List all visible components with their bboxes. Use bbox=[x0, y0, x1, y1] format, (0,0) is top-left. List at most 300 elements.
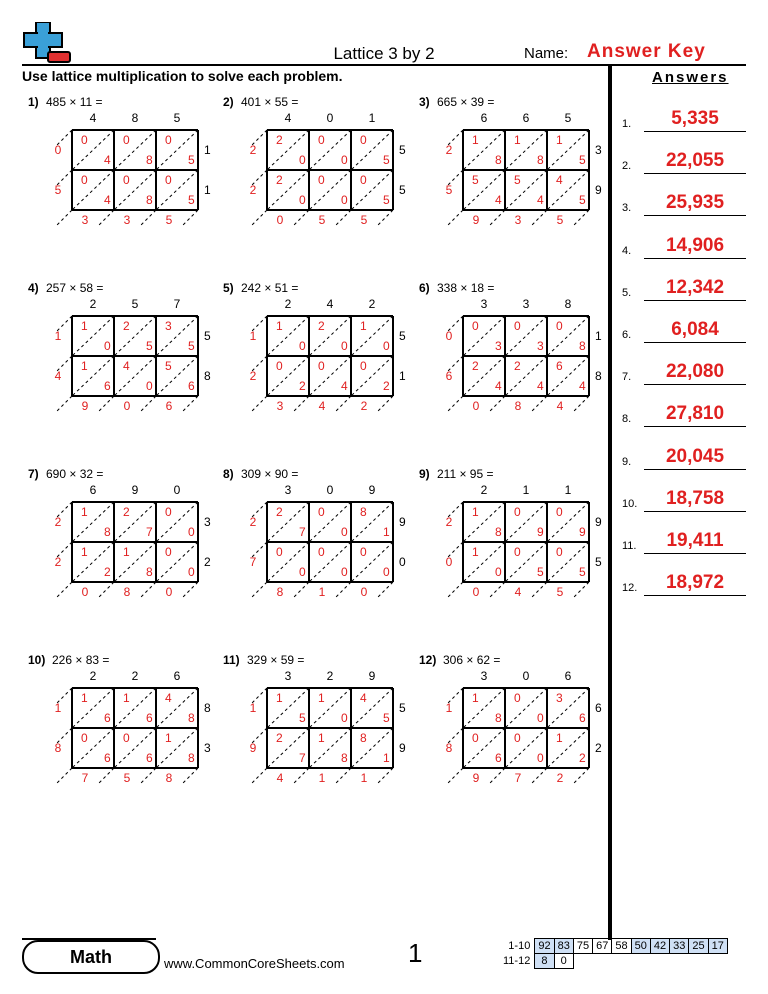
problem-number: 12) bbox=[419, 653, 437, 667]
answer-value: 14,906 bbox=[665, 234, 725, 256]
score-cell: 8 bbox=[535, 954, 554, 969]
ones-digit: 2 bbox=[579, 751, 586, 765]
left-carry-digit: 1 bbox=[54, 701, 62, 715]
tens-digit: 1 bbox=[276, 319, 283, 333]
ones-digit: 5 bbox=[188, 153, 195, 167]
tens-digit: 4 bbox=[165, 691, 172, 705]
answer-value: 22,080 bbox=[665, 361, 725, 383]
bottom-carry-digit: 4 bbox=[556, 399, 564, 413]
ones-digit: 4 bbox=[495, 379, 502, 393]
answer-number: 8. bbox=[622, 413, 632, 426]
extension-diagonal bbox=[335, 582, 351, 598]
tens-digit: 0 bbox=[360, 359, 367, 373]
extension-diagonal bbox=[377, 396, 393, 412]
extension-diagonal bbox=[335, 396, 351, 412]
tens-digit: 2 bbox=[123, 505, 130, 519]
website-link[interactable]: www.CommonCoreSheets.com bbox=[164, 956, 345, 971]
ones-digit: 8 bbox=[146, 153, 153, 167]
answer-line bbox=[644, 342, 746, 343]
right-digit: 5 bbox=[399, 183, 406, 197]
tens-digit: 0 bbox=[165, 545, 172, 559]
answer-value: 5,335 bbox=[671, 108, 719, 129]
ones-digit: 4 bbox=[104, 193, 111, 207]
left-carry-digit: 2 bbox=[445, 143, 453, 157]
answer-number: 11. bbox=[622, 540, 637, 552]
answers-heading: Answers bbox=[652, 69, 729, 86]
score-table bbox=[500, 938, 728, 969]
extension-diagonal bbox=[573, 582, 589, 598]
tens-digit: 0 bbox=[318, 545, 325, 559]
ones-digit: 9 bbox=[579, 525, 586, 539]
tens-digit: 1 bbox=[514, 133, 521, 147]
top-digit: 6 bbox=[89, 483, 97, 497]
answer-row bbox=[622, 102, 746, 132]
ones-digit: 0 bbox=[537, 751, 544, 765]
bottom-carry-digit: 4 bbox=[276, 771, 284, 785]
ones-digit: 4 bbox=[537, 193, 544, 207]
bottom-carry-digit: 3 bbox=[514, 213, 522, 227]
bottom-carry-digit: 1 bbox=[318, 585, 326, 599]
problem-number: 8) bbox=[223, 467, 234, 481]
left-carry-digit: 5 bbox=[445, 183, 453, 197]
top-digit: 6 bbox=[480, 111, 488, 125]
top-digit: 0 bbox=[326, 111, 334, 125]
top-digit: 2 bbox=[326, 669, 334, 683]
tens-digit: 2 bbox=[123, 319, 130, 333]
extension-diagonal bbox=[56, 210, 72, 226]
answer-number: 12. bbox=[622, 582, 638, 595]
bottom-carry-digit: 8 bbox=[276, 585, 284, 599]
top-digit: 1 bbox=[564, 483, 572, 497]
problem-number: 10) bbox=[28, 653, 46, 667]
answer-value: 25,935 bbox=[665, 192, 725, 214]
extension-diagonal bbox=[447, 582, 463, 598]
answer-line bbox=[644, 300, 746, 301]
answer-row bbox=[622, 566, 746, 596]
right-digit: 6 bbox=[595, 701, 602, 715]
top-digit: 2 bbox=[284, 297, 292, 311]
right-digit: 9 bbox=[399, 741, 406, 755]
extension-diagonal bbox=[293, 768, 309, 784]
ones-digit: 3 bbox=[495, 339, 502, 353]
score-empty-cell bbox=[670, 954, 689, 969]
right-digit: 9 bbox=[399, 515, 406, 529]
score-cell: 42 bbox=[650, 939, 669, 954]
top-digit: 4 bbox=[326, 297, 334, 311]
extension-diagonal bbox=[140, 582, 156, 598]
answer-number: 3. bbox=[622, 202, 632, 215]
top-digit: 4 bbox=[89, 111, 97, 125]
extension-diagonal bbox=[489, 582, 505, 598]
answer-row bbox=[622, 229, 746, 259]
score-cell: 50 bbox=[631, 939, 650, 954]
extension-diagonal bbox=[293, 582, 309, 598]
answer-row bbox=[622, 186, 746, 216]
answer-value: 27,810 bbox=[665, 403, 725, 425]
right-digit: 1 bbox=[595, 329, 602, 343]
score-empty-cell bbox=[612, 954, 631, 969]
problem-equation: 690 × 32 = bbox=[46, 467, 104, 481]
page-number: 1 bbox=[408, 938, 423, 968]
tens-digit: 1 bbox=[165, 731, 172, 745]
tens-digit: 0 bbox=[81, 133, 88, 147]
ones-digit: 0 bbox=[188, 565, 195, 579]
problem-number: 4) bbox=[28, 281, 39, 295]
extension-diagonal bbox=[531, 582, 547, 598]
extension-diagonal bbox=[531, 210, 547, 226]
top-digit: 0 bbox=[522, 669, 530, 683]
ones-digit: 5 bbox=[383, 153, 390, 167]
problem-equation: 226 × 83 = bbox=[52, 653, 110, 667]
left-carry-digit: 2 bbox=[249, 515, 257, 529]
ones-digit: 5 bbox=[579, 565, 586, 579]
ones-digit: 3 bbox=[537, 339, 544, 353]
tens-digit: 0 bbox=[318, 505, 325, 519]
tens-digit: 1 bbox=[472, 505, 479, 519]
tens-digit: 1 bbox=[81, 319, 88, 333]
answer-line bbox=[644, 553, 746, 554]
bottom-carry-digit: 3 bbox=[81, 213, 89, 227]
bottom-carry-digit: 8 bbox=[123, 585, 131, 599]
ones-digit: 6 bbox=[188, 379, 195, 393]
bottom-carry-digit: 5 bbox=[556, 585, 564, 599]
score-empty-cell bbox=[593, 954, 612, 969]
tens-digit: 0 bbox=[165, 505, 172, 519]
ones-digit: 2 bbox=[299, 379, 306, 393]
tens-digit: 4 bbox=[123, 359, 130, 373]
ones-digit: 8 bbox=[495, 525, 502, 539]
ones-digit: 5 bbox=[383, 193, 390, 207]
extension-diagonal bbox=[573, 396, 589, 412]
extension-diagonal bbox=[140, 210, 156, 226]
extension-diagonal bbox=[293, 210, 309, 226]
top-digit: 2 bbox=[131, 669, 139, 683]
ones-digit: 8 bbox=[495, 153, 502, 167]
score-empty-cell bbox=[573, 954, 592, 969]
answer-value: 6,084 bbox=[671, 319, 719, 340]
ones-digit: 5 bbox=[188, 193, 195, 207]
score-cell: 83 bbox=[554, 939, 573, 954]
extension-diagonal bbox=[447, 396, 463, 412]
extension-diagonal bbox=[98, 582, 114, 598]
problem-number: 2) bbox=[223, 95, 234, 109]
right-digit: 8 bbox=[204, 701, 211, 715]
left-carry-digit: 6 bbox=[445, 369, 453, 383]
instructions: Use lattice multiplication to solve each problem. bbox=[22, 68, 343, 84]
ones-digit: 0 bbox=[104, 339, 111, 353]
ones-digit: 4 bbox=[341, 379, 348, 393]
tens-digit: 4 bbox=[360, 691, 367, 705]
extension-diagonal bbox=[335, 768, 351, 784]
tens-digit: 0 bbox=[472, 319, 479, 333]
extension-diagonal bbox=[251, 582, 267, 598]
left-carry-digit: 9 bbox=[249, 741, 257, 755]
left-carry-digit: 2 bbox=[249, 143, 257, 157]
tens-digit: 5 bbox=[514, 173, 521, 187]
ones-digit: 0 bbox=[188, 525, 195, 539]
tens-digit: 0 bbox=[165, 173, 172, 187]
right-digit: 8 bbox=[595, 369, 602, 383]
tens-digit: 2 bbox=[276, 133, 283, 147]
extension-diagonal bbox=[251, 396, 267, 412]
top-digit: 5 bbox=[173, 111, 181, 125]
tens-digit: 1 bbox=[360, 319, 367, 333]
answer-row bbox=[622, 524, 746, 554]
answer-number: 9. bbox=[622, 455, 632, 468]
bottom-carry-digit: 3 bbox=[276, 399, 284, 413]
ones-digit: 8 bbox=[341, 751, 348, 765]
extension-diagonal bbox=[489, 396, 505, 412]
tens-digit: 0 bbox=[318, 359, 325, 373]
ones-digit: 6 bbox=[495, 751, 502, 765]
tens-digit: 8 bbox=[360, 731, 367, 745]
top-digit: 0 bbox=[326, 483, 334, 497]
bottom-carry-digit: 6 bbox=[165, 399, 173, 413]
answer-line bbox=[644, 511, 746, 512]
right-digit: 3 bbox=[595, 143, 602, 157]
right-digit: 5 bbox=[399, 143, 406, 157]
bottom-carry-digit: 3 bbox=[123, 213, 131, 227]
left-carry-digit: 4 bbox=[54, 369, 62, 383]
bottom-carry-digit: 7 bbox=[81, 771, 89, 785]
ones-digit: 7 bbox=[299, 751, 306, 765]
extension-diagonal bbox=[447, 210, 463, 226]
extension-diagonal bbox=[56, 582, 72, 598]
extension-diagonal bbox=[98, 210, 114, 226]
top-digit: 6 bbox=[564, 669, 572, 683]
worksheet-title: Lattice 3 by 2 bbox=[333, 44, 435, 63]
right-digit: 9 bbox=[595, 515, 602, 529]
ones-digit: 8 bbox=[495, 711, 502, 725]
problem-number: 1) bbox=[28, 95, 39, 109]
answer-number: 2. bbox=[622, 160, 632, 173]
top-digit: 1 bbox=[368, 111, 376, 125]
ones-digit: 4 bbox=[495, 193, 502, 207]
extension-diagonal bbox=[182, 768, 198, 784]
answer-row bbox=[622, 313, 746, 343]
top-digit: 3 bbox=[480, 297, 488, 311]
ones-digit: 0 bbox=[341, 153, 348, 167]
ones-digit: 0 bbox=[383, 339, 390, 353]
right-digit: 1 bbox=[399, 369, 406, 383]
problem-equation: 257 × 58 = bbox=[46, 281, 104, 295]
tens-digit: 1 bbox=[556, 133, 563, 147]
left-carry-digit: 1 bbox=[249, 701, 257, 715]
problem-equation: 485 × 11 = bbox=[46, 95, 103, 109]
tens-digit: 0 bbox=[556, 505, 563, 519]
score-cell: 67 bbox=[593, 939, 612, 954]
bottom-carry-digit: 0 bbox=[472, 585, 480, 599]
top-digit: 8 bbox=[131, 111, 139, 125]
tens-digit: 0 bbox=[81, 731, 88, 745]
problem-equation: 306 × 62 = bbox=[443, 653, 501, 667]
tens-digit: 0 bbox=[123, 173, 130, 187]
score-empty-cell bbox=[708, 954, 727, 969]
ones-digit: 0 bbox=[537, 711, 544, 725]
score-row-label: 11-12 bbox=[503, 955, 531, 967]
left-carry-digit: 2 bbox=[445, 515, 453, 529]
top-digit: 4 bbox=[284, 111, 292, 125]
tens-digit: 1 bbox=[318, 731, 325, 745]
tens-digit: 1 bbox=[472, 691, 479, 705]
answer-number: 6. bbox=[622, 329, 632, 341]
left-carry-digit: 8 bbox=[54, 741, 62, 755]
score-empty-cell bbox=[631, 954, 650, 969]
tens-digit: 6 bbox=[556, 359, 563, 373]
top-digit: 2 bbox=[368, 297, 376, 311]
score-cell: 0 bbox=[554, 954, 573, 969]
ones-digit: 9 bbox=[537, 525, 544, 539]
ones-digit: 0 bbox=[495, 565, 502, 579]
ones-digit: 5 bbox=[146, 339, 153, 353]
tens-digit: 0 bbox=[318, 133, 325, 147]
bottom-carry-digit: 5 bbox=[123, 771, 131, 785]
top-digit: 2 bbox=[89, 669, 97, 683]
subject-badge: Math bbox=[22, 940, 160, 974]
tens-digit: 0 bbox=[556, 545, 563, 559]
footer bbox=[22, 938, 746, 974]
ones-digit: 6 bbox=[146, 711, 153, 725]
tens-digit: 0 bbox=[556, 319, 563, 333]
top-digit: 6 bbox=[522, 111, 530, 125]
ones-digit: 2 bbox=[383, 379, 390, 393]
tens-digit: 2 bbox=[276, 173, 283, 187]
extension-diagonal bbox=[182, 582, 198, 598]
tens-digit: 1 bbox=[81, 545, 88, 559]
score-row-label: 1-10 bbox=[508, 940, 531, 952]
left-carry-digit: 0 bbox=[445, 329, 453, 343]
tens-digit: 0 bbox=[472, 731, 479, 745]
problem-number: 6) bbox=[419, 281, 430, 295]
tens-digit: 2 bbox=[276, 731, 283, 745]
ones-digit: 5 bbox=[579, 193, 586, 207]
right-digit: 1 bbox=[204, 143, 211, 157]
top-digit: 3 bbox=[284, 483, 292, 497]
tens-digit: 1 bbox=[123, 545, 130, 559]
right-digit: 5 bbox=[595, 555, 602, 569]
bottom-carry-digit: 2 bbox=[556, 771, 564, 785]
problem-equation: 401 × 55 = bbox=[241, 95, 299, 109]
problem-number: 11) bbox=[223, 653, 240, 667]
left-carry-digit: 0 bbox=[445, 555, 453, 569]
ones-digit: 0 bbox=[383, 565, 390, 579]
extension-diagonal bbox=[140, 768, 156, 784]
problem-number: 3) bbox=[419, 95, 430, 109]
answer-row bbox=[622, 397, 746, 427]
ones-digit: 6 bbox=[579, 711, 586, 725]
extension-diagonal bbox=[573, 210, 589, 226]
extension-diagonal bbox=[98, 396, 114, 412]
score-cell: 58 bbox=[612, 939, 631, 954]
tens-digit: 1 bbox=[472, 133, 479, 147]
ones-digit: 0 bbox=[299, 153, 306, 167]
tens-digit: 0 bbox=[165, 133, 172, 147]
answer-line bbox=[644, 258, 746, 259]
top-digit: 5 bbox=[131, 297, 139, 311]
bottom-carry-digit: 5 bbox=[360, 213, 368, 227]
score-cell: 92 bbox=[535, 939, 554, 954]
score-cell: 75 bbox=[573, 939, 592, 954]
ones-digit: 8 bbox=[146, 193, 153, 207]
problem-equation: 338 × 18 = bbox=[437, 281, 495, 295]
tens-digit: 1 bbox=[123, 691, 130, 705]
tens-digit: 0 bbox=[360, 545, 367, 559]
bottom-carry-digit: 1 bbox=[318, 771, 326, 785]
bottom-carry-digit: 8 bbox=[165, 771, 173, 785]
ones-digit: 8 bbox=[188, 751, 195, 765]
bottom-carry-digit: 0 bbox=[472, 399, 480, 413]
score-cell: 25 bbox=[689, 939, 708, 954]
answer-value: 19,411 bbox=[666, 530, 724, 551]
top-digit: 8 bbox=[564, 297, 572, 311]
answer-value: 18,972 bbox=[665, 572, 725, 594]
top-digit: 7 bbox=[173, 297, 181, 311]
answer-number: 10. bbox=[622, 497, 638, 510]
top-digit: 2 bbox=[480, 483, 488, 497]
extension-diagonal bbox=[335, 210, 351, 226]
ones-digit: 5 bbox=[537, 565, 544, 579]
left-carry-digit: 1 bbox=[249, 329, 257, 343]
tens-digit: 0 bbox=[276, 359, 283, 373]
top-digit: 0 bbox=[173, 483, 181, 497]
ones-digit: 6 bbox=[146, 751, 153, 765]
tens-digit: 1 bbox=[81, 691, 88, 705]
answer-key-label: Answer Key bbox=[587, 41, 706, 62]
extension-diagonal bbox=[573, 768, 589, 784]
extension-diagonal bbox=[182, 210, 198, 226]
score-empty-cell bbox=[689, 954, 708, 969]
tens-digit: 1 bbox=[81, 359, 88, 373]
left-carry-digit: 5 bbox=[54, 183, 62, 197]
extension-diagonal bbox=[447, 768, 463, 784]
ones-digit: 0 bbox=[299, 193, 306, 207]
tens-digit: 8 bbox=[360, 505, 367, 519]
left-carry-digit: 2 bbox=[54, 555, 62, 569]
problem-number: 9) bbox=[419, 467, 430, 481]
extension-diagonal bbox=[251, 768, 267, 784]
ones-digit: 6 bbox=[104, 379, 111, 393]
ones-digit: 0 bbox=[146, 379, 153, 393]
top-digit: 9 bbox=[368, 669, 376, 683]
extension-diagonal bbox=[489, 210, 505, 226]
tens-digit: 0 bbox=[81, 173, 88, 187]
tens-digit: 1 bbox=[472, 545, 479, 559]
tens-digit: 1 bbox=[318, 691, 325, 705]
tens-digit: 2 bbox=[276, 505, 283, 519]
ones-digit: 5 bbox=[579, 153, 586, 167]
ones-digit: 0 bbox=[341, 193, 348, 207]
score-cell: 33 bbox=[670, 939, 689, 954]
bottom-carry-digit: 1 bbox=[360, 771, 368, 785]
left-carry-digit: 7 bbox=[249, 555, 257, 569]
extension-diagonal bbox=[377, 210, 393, 226]
ones-digit: 4 bbox=[537, 379, 544, 393]
bottom-carry-digit: 7 bbox=[514, 771, 522, 785]
tens-digit: 1 bbox=[81, 505, 88, 519]
top-digit: 9 bbox=[131, 483, 139, 497]
ones-digit: 4 bbox=[579, 379, 586, 393]
bottom-carry-digit: 0 bbox=[123, 399, 131, 413]
ones-digit: 2 bbox=[104, 565, 111, 579]
tens-digit: 0 bbox=[514, 691, 521, 705]
tens-digit: 3 bbox=[556, 691, 563, 705]
problem-equation: 329 × 59 = bbox=[247, 653, 305, 667]
tens-digit: 0 bbox=[318, 173, 325, 187]
right-digit: 3 bbox=[204, 515, 211, 529]
tens-digit: 0 bbox=[514, 505, 521, 519]
bottom-carry-digit: 0 bbox=[276, 213, 284, 227]
top-digit: 3 bbox=[480, 669, 488, 683]
